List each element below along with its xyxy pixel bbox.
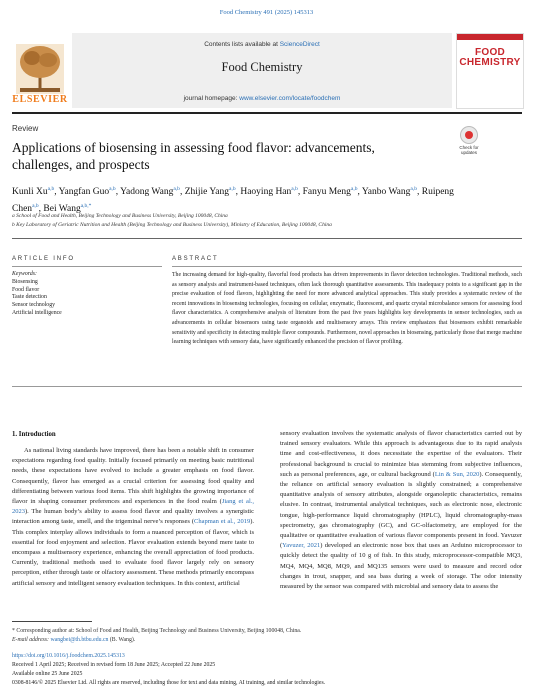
keyword: Food flavor [12, 286, 40, 293]
abstract-heading: ABSTRACT [172, 256, 219, 262]
contents-line: Contents lists available at ScienceDirect [204, 41, 320, 48]
affiliations [12, 212, 512, 230]
citation-link[interactable]: Yavuzer, 2021 [282, 542, 321, 550]
running-head[interactable]: Food Chemistry 491 (2025) 145313 [219, 9, 314, 16]
article-type: Review [12, 124, 39, 133]
cover-top-band [457, 34, 523, 40]
corresponding-author: * Corresponding author at: School of Food and Health, Beijing Technology and Business University, Beijing 100048, China. [12, 628, 302, 634]
author-name[interactable]: Yangfan Guo [58, 187, 110, 198]
author-name[interactable]: Haoying Han [240, 187, 292, 198]
article-info-heading: ARTICLE INFO [12, 256, 75, 262]
author-name[interactable]: Bei Wang [43, 204, 81, 215]
section-heading: 1. Introduction [12, 431, 56, 438]
divider [12, 386, 522, 387]
body-column-left [12, 446, 254, 589]
paragraph: sensory evaluation involves the systematic analysis of flavor characteristics carried out by trained sensory evaluators. While this approach is advantageous due to its rapid analysis time and cost-effectiveness, it does necessitate the expertise of the evaluators. Their professional background is crucial to minimize bias stemming from subjective influences, such as personal preferences, age, or cultural background (Lin & Sun, 2020). Consequently, the reliance on artificial sensory evaluation is slightly constrained; a comprehensive quantitative analysis of sensory attributes, alongside organoleptic characteristics, remains elusive. In contrast, instrumental analytical techniques, such as electronic nose, electronic tongue, high-performance liquid chromatography (HPLC), liquid chromatography-mass spectrometry, gas chromatography (GC), and GC-olfactometry, are employed for the qualitative or quantitative evaluation of various flavor components present in food. Yavuzer (Yavuzer, 2021) developed an electronic nose box that uses an Arduino microprocessor to quickly detect the quality of 10 g of fish. In this study, microprocessor-compatible MQ3, MQ4, MQ4, MQ8, MQ9, and MQ135 sensors were used to measure and record odor changes in trout, snapper, and sea bass during a week of storage. The odor intensity measured by the sensor was compared with microbial and sensory data to assess the [280, 430, 522, 591]
abstract-text: The increasing demand for high-quality, flavorful food products has driven improvements in flavor detection technologies. Traditional methods, such as sensory analysis and instrument-based techniques, often lack thorough quantitative assessments. This inadequacy points to a significant gap in the precise evaluation of food flavors, highlighting the need for more advanced analytical approaches. This study provides a systematic review of the recent innovations in biosensing technologies, focusing on cellular, enzymatic, fluorescent, and quartz crystal microbalance sensors for assessing food flavor characteristics. A comprehensive analysis of literature from the past five years highlights key developments in sensor technologies, such as advancements in cellular biosensors using taste organoids and multisensory arrays. This review emphasizes that biosensors exhibit remarkable sensitivity and specificity in detecting multiple flavor compounds. Furthermore, novel approaches in biosensing, particularly those that merge machine learning techniques with sensory data, have significantly enhanced the precision of flavor profiling. [172, 272, 522, 346]
email-line: E-mail address: wangbei@th.btbu.edu.cn (B. Wang). [12, 637, 136, 643]
sciencedirect-link[interactable]: ScienceDirect [279, 41, 320, 48]
keyword: Sensor technology [12, 302, 55, 309]
affiliation-a: a School of Food and Health, Beijing Technology and Business University, Beijing 100048, China [12, 213, 228, 219]
author-name[interactable]: Fanyu Meng [302, 187, 351, 198]
journal-title: Food Chemistry [221, 60, 303, 74]
author-name[interactable]: Yadong Wang [120, 187, 174, 198]
author-name[interactable]: Yanbo Wang [361, 187, 411, 198]
homepage-link[interactable]: www.elsevier.com/locate/foodchem [239, 95, 341, 102]
citation-link[interactable]: Chapman et al., 2019 [193, 518, 251, 526]
footnote-rule [12, 621, 92, 622]
divider [12, 266, 162, 267]
check-for-updates-button[interactable] [457, 126, 481, 160]
copyright: 0308-8146/© 2025 Elsevier Ltd. All rights are reserved, including those for text and data mining, AI training, and similar technologies. [12, 680, 326, 686]
header-rule [12, 112, 522, 114]
author-affiliation-marker[interactable]: a,b [109, 186, 116, 192]
author-affiliation-marker[interactable]: a,b [32, 203, 39, 210]
publisher-name: ELSEVIER [12, 94, 68, 105]
received-dates: Received 1 April 2025; Received in revised form 18 June 2025; Accepted 22 June 2025 [12, 662, 216, 668]
divider [172, 266, 522, 267]
doi-link[interactable]: https://doi.org/10.1016/j.foodchem.2025.145313 [12, 653, 125, 659]
keyword: Taste detection [12, 294, 47, 301]
affiliation-b: b Key Laboratory of Geriatric Nutrition and Health (Beijing Technology and Business University), Ministry of Education, Beijing 100048, China [12, 222, 332, 228]
keyword: Artificial intelligence [12, 309, 62, 316]
author-affiliation-marker[interactable]: a,b [350, 186, 358, 192]
updates-icon [460, 126, 478, 144]
author-affiliation-marker[interactable]: a,b [47, 186, 55, 192]
body-column-right [280, 429, 522, 592]
keywords-list [12, 271, 162, 318]
citation-link[interactable]: Jiang et al., 2023 [12, 498, 254, 516]
author-affiliation-marker[interactable]: a,b [173, 186, 180, 192]
author-name[interactable]: Kunli Xu [12, 187, 48, 198]
corresponding-footnote [12, 627, 512, 645]
citation-link[interactable]: Lin & Sun, 2020 [434, 470, 480, 478]
paragraph: As national living standards have improved, there has been a notable shift in consumer expectations regarding food quality. Initially focused primarily on meeting basic nutritional needs, these expectations have evolved to include a greater emphasis on food flavor. Consequently, flavor has emerged as a crucial criterion for assessing food quality and differentiating between various food items. This shift highlights the growing importance of flavor in shaping consumer preferences and experiences in the food realm (Jiang et al., 2023). The human body’s ability to assess food flavor and quality involves a synergistic interaction among taste, smell, and the trigeminal nerve’s responses (Chapman et al., 2019). This complex interplay allows individuals to form a nuanced perception of flavor, which is essential for food enjoyment and selection. Flavor evaluation extends beyond mere taste to encompass a multisensory experience, enhancing the overall appreciation of food products. Currently, traditional methods used to evaluate food flavor largely rely on sensory perception, either through taste or olfactory assessment. These methods primarily encompass artificial sensory and intelligent sensory evaluation techniques. In this context, artificial [12, 447, 254, 587]
journal-cover [456, 33, 524, 109]
online-date: Available online 25 June 2025 [12, 671, 83, 677]
keywords-label: Keywords: [12, 271, 37, 277]
homepage-line: journal homepage: www.elsevier.com/locate/foodchem [183, 95, 341, 102]
updates-label: Check for updates [459, 145, 479, 155]
divider [12, 238, 522, 239]
author-affiliation-marker[interactable]: a,b [410, 186, 417, 192]
article-title: Applications of biosensing in assessing food flavor: advancements, challenges, and prospects [12, 140, 375, 172]
author-name[interactable]: Zhijie Yang [184, 187, 230, 198]
author-affiliation-marker[interactable]: a,b [291, 186, 298, 192]
author-affiliation-marker[interactable]: a,b,* [80, 203, 92, 210]
author-name[interactable]: Ruipeng Chen [12, 187, 454, 215]
email-link[interactable]: wangbei@th.btbu.edu.cn [50, 637, 109, 643]
keyword: Biosensing [12, 278, 38, 285]
publication-info [12, 652, 512, 688]
cover-title: FOOD CHEMISTRY [459, 47, 521, 68]
author-list: Kunli Xu$^{a,b}$, Yangfan Guo$^{a,b}$, Yadong Wang$^{a,b}$, Zhijie Yang$^{a,b}$, Haoying Han$^{a,b}$, Fanyu Meng$^{a,b}$, Yanbo Wang$^{a,b}$, Ruipeng Chen$^{a,b}$, Bei Wang$^{a,b,*}$ [12, 186, 454, 215]
author-affiliation-marker[interactable]: a,b [229, 186, 236, 192]
